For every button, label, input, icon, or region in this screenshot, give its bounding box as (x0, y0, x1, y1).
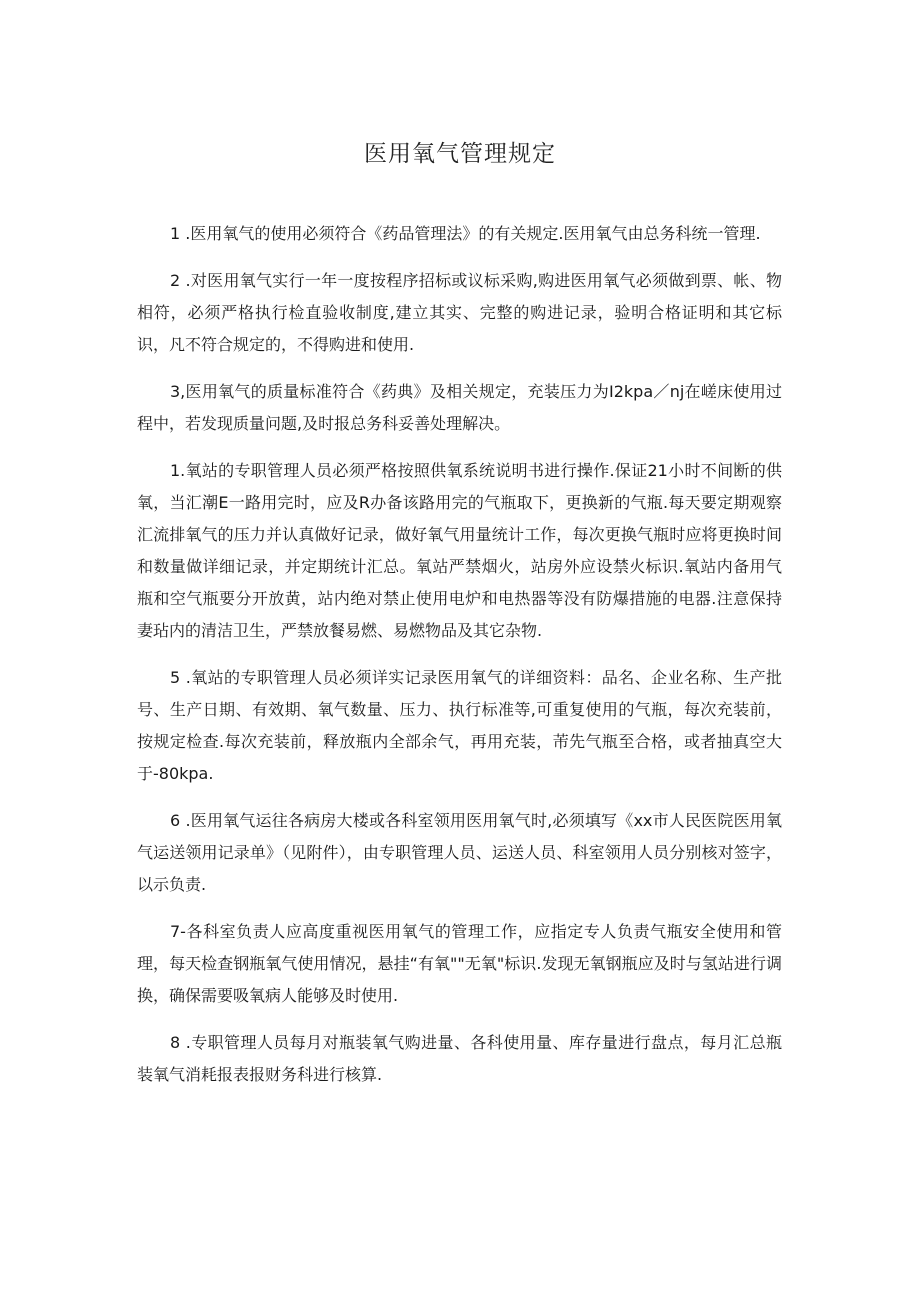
paragraph-7: 7-各科室负责人应高度重视医用氧气的管理工作，应指定专人负责气瓶安全使用和管理，每天检查钢瓶氧气使用情况，悬挂“有氧""无氧"标识.发现无氧钢瓶应及时与氢站进行调换，确保需要吸氧病人能够及时使用. (137, 922, 782, 1005)
document-body (137, 218, 782, 1106)
paragraph-5: 5 .氧站的专职管理人员必须详实记录医用氧气的详细资料：品名、企业名称、生产批号、生产日期、有效期、氧气数量、压力、执行标准等,可重复使用的气瓶，每次充装前，按规定检查.每次充装前，释放瓶内全部余气，再用充装，芾先气瓶至合格，或者抽真空大于-80kpa. (137, 668, 782, 783)
paragraph-2: 2 .对医用氧气实行一年一度按程序招标或议标采购,购进医用氧气必须做到票、帐、物相符，必须严格执行检直验收制度,建立其实、完整的购进记录，验明合格证明和其它标识，凡不符合规定的，不得购进和使用. (137, 271, 782, 354)
paragraph-6: 6 .医用氧气运往各病房大楼或各科室领用医用氧气时,必须填写《xx市人民医院医用氧气运送领用记录单》（见附件），由专职管理人员、运送人员、科室领用人员分别核对签字，以示负责. (137, 811, 782, 894)
paragraph-3: 3,医用氧气的质量标准符合《药典》及相关规定，充装压力为I2kpa／nj在嵯床使用过程中，若发现质量问题,及时报总务科妥善处理解决。 (137, 382, 782, 433)
paragraph-4: 1.氧站的专职管理人员必须严格按照供氧系统说明书进行操作.保证21小时不间断的供氧，当汇潮E一路用完时，应及R办备该路用完的气瓶取下，更换新的气瓶.每天要定期观察汇流排氧气的压力并认真做好记录，做好氧气用量统计工作，每次更换气瓶时应将更换时间和数量做详细记录，并定期统计汇总。氧站严禁烟火，站房外应设禁火标识.氧站内备用气瓶和空气瓶要分开放黄，站内绝对禁止使用电炉和电热器等没有防爆措施的电器.注意保持妻玷内的清洁卫生，严禁放餐易燃、易燃物品及其它杂物. (137, 461, 782, 640)
paragraph-8: 8 .专职管理人员每月对瓶装氧气购进量、各科使用量、库存量进行盘点，每月汇总瓶装氧气消耗报表报财务科进行核算. (137, 1033, 782, 1084)
paragraph-1: 1 .医用氧气的使用必须符合《药品管理法》的有关规定.医用氧气由总务科统一管理. (170, 224, 761, 243)
document-title: 医用氧气管理规定 (364, 141, 556, 167)
